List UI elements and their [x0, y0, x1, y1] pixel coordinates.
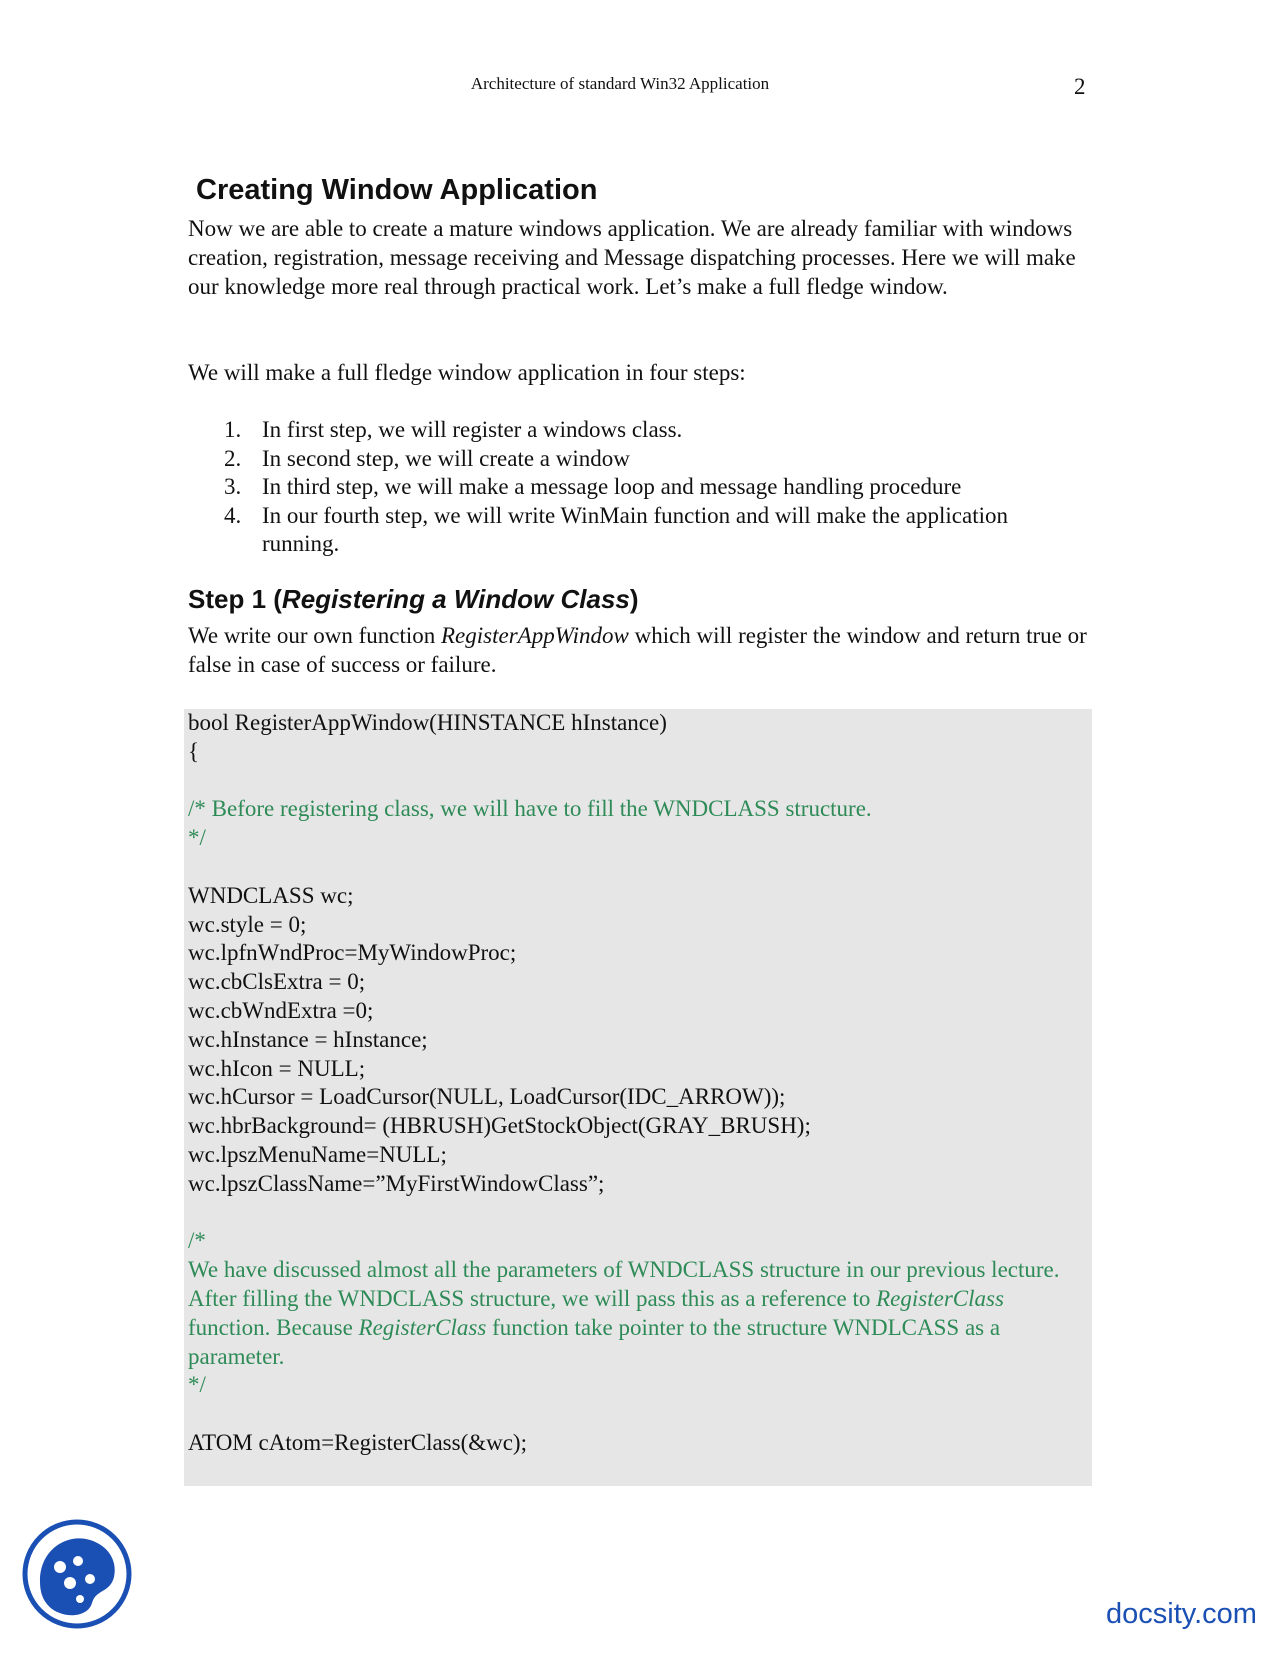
code-line: wc.cbClsExtra = 0;: [188, 969, 366, 995]
steps-intro-paragraph: We will make a full fledge window application in four steps:: [188, 360, 746, 385]
code-comment: /*: [188, 1228, 206, 1254]
code-line: wc.hIcon = NULL;: [188, 1055, 366, 1081]
code-line: wc.lpszMenuName=NULL;: [188, 1141, 447, 1167]
step1-desc-after: which will register the window and return true or false in case of success or failure.: [188, 623, 1087, 677]
code-comment: /* Before registering class, we will have to fill the WNDCLASS structure.: [188, 796, 872, 822]
steps-list: [188, 416, 1088, 559]
step1-desc-before: We write our own function: [188, 623, 441, 648]
code-block: [184, 709, 1092, 1486]
code-line: wc.hInstance = hInstance;: [188, 1026, 428, 1052]
code-signature: bool RegisterAppWindow(HINSTANCE hInstance): [188, 710, 667, 735]
comment-italic: RegisterClass: [876, 1285, 1004, 1311]
step1-desc-function: RegisterAppWindow: [441, 623, 629, 648]
comment-text: function. Because: [188, 1314, 359, 1340]
code-blank: [188, 1400, 1084, 1429]
step1-heading-suffix: ): [629, 584, 639, 614]
list-item: [188, 416, 1088, 445]
step1-description: [188, 622, 1088, 680]
list-number: 4.: [224, 502, 242, 528]
intro-paragraph: Now we are able to create a mature windows application. We are already familiar with windows creation, registration, message receiving and Message dispatching processes. Here we will make our knowledge more real through practical work. Let’s make a full fledge window.: [188, 216, 1076, 299]
page-number: 2: [1074, 74, 1086, 99]
code-line: wc.hbrBackground= (HBRUSH)GetStockObject(GRAY_BRUSH);: [188, 1113, 811, 1139]
code-comment: */: [188, 1372, 206, 1398]
code-line: wc.style = 0;: [188, 911, 307, 937]
code-blank: [188, 1199, 1084, 1228]
brand-link[interactable]: docsity.com: [1106, 1598, 1257, 1630]
code-comment: We have discussed almost all the parameters of WNDCLASS structure in our previous lecture.: [188, 1257, 1060, 1283]
code-comment: */: [188, 825, 206, 851]
list-text: In our fourth step, we will write WinMain function and will make the application running.: [262, 502, 1008, 557]
code-line: wc.hCursor = LoadCursor(NULL, LoadCursor(IDC_ARROW));: [188, 1084, 786, 1110]
list-item: [188, 445, 1088, 474]
list-text: In second step, we will create a window: [262, 445, 630, 471]
comment-italic: RegisterClass: [358, 1314, 487, 1340]
list-number: 1.: [224, 417, 242, 442]
running-header: Architecture of standard Win32 Application: [470, 74, 770, 93]
code-comment: [188, 1285, 1084, 1371]
code-blank: [188, 767, 1084, 796]
code-open-brace: {: [188, 738, 200, 764]
code-line: ATOM cAtom=RegisterClass(&wc);: [188, 1429, 527, 1455]
code-lines: [188, 709, 1084, 1458]
code-line: wc.lpszClassName=”MyFirstWindowClass”;: [188, 1170, 605, 1196]
section-title: Creating Window Application: [196, 174, 598, 206]
list-number: 2.: [224, 445, 242, 471]
code-blank: [188, 853, 1084, 882]
comment-text: function take pointer to the structure WNDLCASS as a parameter.: [188, 1314, 1001, 1369]
step1-heading: [188, 584, 639, 615]
step1-heading-prefix: Step 1 (: [188, 584, 282, 614]
list-number: 3.: [224, 474, 242, 500]
code-line: wc.lpfnWndProc=MyWindowProc;: [188, 940, 517, 966]
comment-text: After filling the WNDCLASS structure, we will pass this as a reference to: [188, 1285, 877, 1311]
list-item: [188, 502, 1088, 559]
code-line: wc.cbWndExtra =0;: [188, 997, 374, 1023]
docsity-logo-icon[interactable]: [22, 1519, 132, 1629]
code-line: WNDCLASS wc;: [188, 882, 354, 908]
list-text: In third step, we will make a message loop and message handling procedure: [262, 474, 962, 500]
list-text: In first step, we will register a windows class.: [262, 417, 683, 442]
step1-heading-italic: Registering a Window Class: [281, 584, 630, 614]
list-item: [188, 473, 1088, 502]
